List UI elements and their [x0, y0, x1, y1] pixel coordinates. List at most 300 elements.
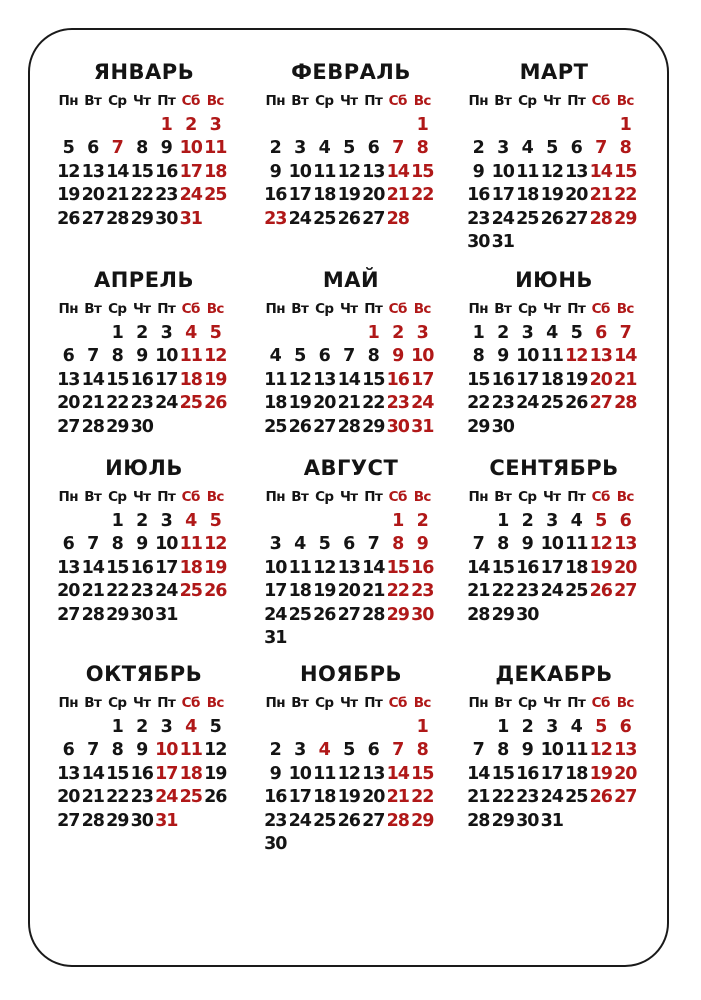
day-cell: 21: [81, 393, 104, 413]
empty-day-cell: [515, 416, 540, 440]
weekday-header: Вс: [616, 695, 634, 711]
day-cell: 21: [362, 581, 385, 601]
month-title: ОКТЯБРЬ: [85, 662, 203, 686]
day-cell: 27: [81, 208, 104, 229]
day-cell: 9: [521, 740, 533, 760]
month-title: НОЯБРЬ: [299, 662, 402, 686]
day-cell: 20: [362, 787, 385, 807]
day-cell: 22: [130, 185, 153, 205]
day-cell: 2: [136, 510, 148, 531]
day-cell: 23: [130, 393, 153, 413]
day-cell: 22: [362, 393, 385, 413]
day-cell: 23: [411, 581, 434, 601]
day-cell: 21: [467, 581, 490, 601]
day-cell: 24: [288, 208, 311, 229]
day-cell: 28: [337, 416, 360, 437]
empty-day-cell: [288, 716, 313, 740]
empty-day-cell: [589, 416, 614, 440]
day-cell: 12: [288, 369, 311, 390]
weekday-header: Пт: [567, 93, 586, 109]
day-cell: 4: [318, 138, 330, 158]
empty-day-cell: [386, 833, 411, 857]
month-title: ИЮНЬ: [515, 268, 593, 292]
day-cell: 13: [57, 763, 80, 784]
day-cell: 10: [516, 346, 539, 366]
day-cell: 27: [57, 604, 80, 625]
day-cell: 29: [106, 416, 129, 437]
weekday-header: Чт: [132, 93, 151, 109]
weekday-header: Пн: [265, 93, 285, 109]
day-cell: 25: [540, 393, 563, 413]
day-cell: 28: [467, 810, 490, 831]
month-title: ИЮЛЬ: [105, 456, 183, 480]
weekday-header: Сб: [388, 489, 407, 505]
weekday-header: Пн: [265, 301, 285, 317]
day-cell: 6: [619, 716, 631, 737]
day-cell: 19: [204, 557, 227, 578]
day-cell: 1: [111, 322, 123, 343]
weekday-header: Чт: [339, 301, 358, 317]
day-cell: 30: [491, 416, 514, 437]
month-days-table: [466, 486, 642, 627]
month-days-table: [56, 692, 232, 833]
empty-day-cell: [288, 510, 313, 534]
empty-day-cell: [312, 510, 337, 534]
day-cell: 26: [288, 416, 311, 437]
day-cell: 28: [362, 604, 385, 625]
day-cell: 2: [185, 114, 197, 135]
day-cell: 14: [614, 346, 637, 366]
day-cell: 3: [160, 716, 172, 737]
day-cell: 28: [81, 810, 104, 831]
day-cell: 22: [386, 581, 409, 601]
weekday-header: Чт: [132, 695, 151, 711]
day-cell: 29: [106, 604, 129, 625]
month-block: [466, 58, 642, 255]
day-cell: 4: [269, 346, 281, 366]
day-cell: 2: [392, 322, 404, 343]
month-block: [56, 454, 232, 627]
day-cell: 8: [111, 534, 123, 554]
month-block: [263, 454, 439, 651]
day-cell: 1: [392, 510, 404, 531]
day-cell: 11: [313, 161, 336, 182]
day-cell: 22: [491, 787, 514, 807]
day-cell: 10: [288, 763, 311, 784]
day-cell: 11: [516, 161, 539, 182]
day-cell: 10: [155, 346, 178, 366]
empty-day-cell: [337, 322, 362, 346]
day-cell: 20: [589, 369, 612, 390]
day-cell: 5: [570, 322, 582, 343]
day-cell: 6: [570, 138, 582, 158]
day-cell: 3: [294, 138, 306, 158]
weekday-header: Пн: [58, 93, 78, 109]
day-cell: 12: [57, 161, 80, 182]
day-cell: 29: [491, 604, 514, 625]
month-days-table: [56, 486, 232, 627]
empty-day-cell: [312, 322, 337, 346]
day-cell: 12: [589, 740, 612, 760]
day-cell: 18: [179, 369, 202, 390]
day-cell: 25: [313, 810, 336, 831]
day-cell: 10: [288, 161, 311, 182]
month-block: [56, 58, 232, 231]
weekday-header: Вт: [494, 301, 512, 317]
day-cell: 7: [619, 322, 631, 343]
day-cell: 27: [362, 810, 385, 831]
day-cell: 11: [313, 763, 336, 784]
day-cell: 23: [467, 208, 490, 229]
day-cell: 15: [130, 161, 153, 182]
weekday-header: Сб: [388, 301, 407, 317]
day-cell: 7: [392, 740, 404, 760]
day-cell: 6: [87, 138, 99, 158]
weekday-header: Чт: [542, 489, 561, 505]
day-cell: 29: [467, 416, 490, 437]
day-cell: 26: [57, 208, 80, 229]
day-cell: 25: [264, 416, 287, 437]
weekday-header: Вс: [206, 93, 224, 109]
empty-day-cell: [361, 114, 386, 138]
day-cell: 9: [497, 346, 509, 366]
month-days-table: [263, 90, 439, 231]
weekday-header: Вс: [413, 489, 431, 505]
day-cell: 7: [472, 534, 484, 554]
weekday-header: Пн: [468, 489, 488, 505]
day-cell: 28: [81, 604, 104, 625]
month-days-table: [466, 692, 642, 833]
day-cell: 26: [337, 208, 360, 229]
empty-day-cell: [466, 716, 491, 740]
day-cell: 2: [472, 138, 484, 158]
day-cell: 25: [565, 787, 588, 807]
empty-day-cell: [386, 716, 411, 740]
day-cell: 26: [204, 787, 227, 807]
day-cell: 18: [288, 581, 311, 601]
day-cell: 24: [411, 393, 434, 413]
weekday-header: Пн: [468, 301, 488, 317]
month-block: [263, 660, 439, 857]
day-cell: 30: [130, 416, 153, 437]
day-cell: 4: [570, 716, 582, 737]
day-cell: 24: [491, 208, 514, 229]
day-cell: 19: [540, 185, 563, 205]
day-cell: 30: [130, 604, 153, 625]
weekday-header: Сб: [388, 695, 407, 711]
empty-day-cell: [56, 716, 81, 740]
day-cell: 21: [81, 581, 104, 601]
day-cell: 25: [204, 185, 227, 205]
day-cell: 5: [595, 716, 607, 737]
weekday-header: Пт: [157, 301, 176, 317]
day-cell: 9: [160, 138, 172, 158]
day-cell: 16: [516, 763, 539, 784]
day-cell: 5: [318, 534, 330, 554]
month-title: СЕНТЯБРЬ: [489, 456, 619, 480]
day-cell: 3: [546, 716, 558, 737]
day-cell: 5: [209, 716, 221, 737]
month-title: АВГУСТ: [303, 456, 399, 480]
day-cell: 10: [540, 740, 563, 760]
day-cell: 3: [269, 534, 281, 554]
weekday-header: Сб: [591, 93, 610, 109]
day-cell: 30: [516, 604, 539, 625]
empty-day-cell: [154, 416, 179, 440]
weekday-header: Вт: [494, 695, 512, 711]
day-cell: 8: [416, 740, 428, 760]
day-cell: 29: [614, 208, 637, 229]
empty-day-cell: [81, 716, 106, 740]
day-cell: 11: [179, 534, 202, 554]
day-cell: 3: [546, 510, 558, 531]
weekday-header: Чт: [132, 489, 151, 505]
day-cell: 7: [87, 346, 99, 366]
day-cell: 25: [179, 393, 202, 413]
day-cell: 16: [264, 185, 287, 205]
weekday-header: Вт: [291, 489, 309, 505]
day-cell: 7: [111, 138, 123, 158]
day-cell: 1: [472, 322, 484, 343]
day-cell: 9: [269, 161, 281, 182]
day-cell: 15: [614, 161, 637, 182]
day-cell: 13: [81, 161, 104, 182]
day-cell: 28: [589, 208, 612, 229]
day-cell: 17: [264, 581, 287, 601]
day-cell: 12: [337, 161, 360, 182]
weekday-header: Пн: [265, 695, 285, 711]
day-cell: 21: [106, 185, 129, 205]
day-cell: 20: [313, 393, 336, 413]
weekday-header: Пн: [58, 695, 78, 711]
day-cell: 28: [386, 208, 409, 229]
day-cell: 1: [497, 716, 509, 737]
empty-day-cell: [589, 604, 614, 628]
day-cell: 23: [386, 393, 409, 413]
empty-day-cell: [491, 114, 516, 138]
day-cell: 20: [81, 185, 104, 205]
day-cell: 20: [362, 185, 385, 205]
day-cell: 10: [491, 161, 514, 182]
day-cell: 18: [313, 185, 336, 205]
weekday-header: Вс: [616, 489, 634, 505]
day-cell: 25: [516, 208, 539, 229]
day-cell: 9: [392, 346, 404, 366]
day-cell: 1: [160, 114, 172, 135]
weekday-header: Пн: [468, 93, 488, 109]
month-block: [263, 266, 439, 439]
empty-day-cell: [203, 604, 228, 628]
day-cell: 25: [313, 208, 336, 229]
weekday-header: Чт: [339, 489, 358, 505]
empty-day-cell: [263, 716, 288, 740]
day-cell: 27: [589, 393, 612, 413]
empty-day-cell: [589, 810, 614, 834]
weekday-header: Пт: [157, 93, 176, 109]
day-cell: 27: [565, 208, 588, 229]
day-cell: 4: [318, 740, 330, 760]
day-cell: 27: [57, 416, 80, 437]
day-cell: 24: [155, 393, 178, 413]
day-cell: 27: [337, 604, 360, 625]
day-cell: 1: [111, 716, 123, 737]
day-cell: 23: [130, 581, 153, 601]
day-cell: 5: [595, 510, 607, 531]
weekday-header: Пт: [364, 301, 383, 317]
day-cell: 30: [386, 416, 409, 437]
empty-day-cell: [361, 833, 386, 857]
empty-day-cell: [179, 604, 204, 628]
weekday-header: Ср: [518, 93, 537, 109]
day-cell: 26: [589, 581, 612, 601]
day-cell: 24: [264, 604, 287, 625]
day-cell: 1: [367, 322, 379, 343]
day-cell: 11: [565, 534, 588, 554]
weekday-header: Ср: [315, 93, 334, 109]
weekday-header: Ср: [108, 695, 127, 711]
day-cell: 7: [87, 740, 99, 760]
day-cell: 12: [565, 346, 588, 366]
day-cell: 14: [467, 557, 490, 578]
day-cell: 3: [497, 138, 509, 158]
day-cell: 15: [106, 369, 129, 390]
day-cell: 3: [160, 510, 172, 531]
day-cell: 25: [179, 787, 202, 807]
weekday-header: Пт: [567, 695, 586, 711]
empty-day-cell: [56, 510, 81, 534]
day-cell: 13: [614, 740, 637, 760]
day-cell: 15: [386, 557, 409, 578]
day-cell: 22: [411, 185, 434, 205]
day-cell: 3: [416, 322, 428, 343]
day-cell: 22: [491, 581, 514, 601]
day-cell: 21: [337, 393, 360, 413]
day-cell: 2: [416, 510, 428, 531]
month-days-table: [263, 486, 439, 651]
day-cell: 13: [313, 369, 336, 390]
day-cell: 2: [521, 716, 533, 737]
day-cell: 17: [540, 763, 563, 784]
day-cell: 18: [264, 393, 287, 413]
day-cell: 26: [540, 208, 563, 229]
day-cell: 8: [367, 346, 379, 366]
empty-day-cell: [466, 510, 491, 534]
empty-day-cell: [105, 114, 130, 138]
day-cell: 30: [130, 810, 153, 831]
empty-day-cell: [203, 208, 228, 232]
weekday-header: Сб: [591, 695, 610, 711]
day-cell: 12: [540, 161, 563, 182]
weekday-header: Вт: [84, 489, 102, 505]
day-cell: 14: [337, 369, 360, 390]
weekday-header: Ср: [518, 301, 537, 317]
day-cell: 9: [269, 763, 281, 784]
day-cell: 9: [136, 346, 148, 366]
day-cell: 26: [204, 581, 227, 601]
day-cell: 20: [57, 393, 80, 413]
day-cell: 26: [589, 787, 612, 807]
day-cell: 11: [204, 138, 227, 158]
day-cell: 1: [416, 716, 428, 737]
day-cell: 4: [570, 510, 582, 531]
day-cell: 26: [337, 810, 360, 831]
weekday-header: Сб: [388, 93, 407, 109]
day-cell: 9: [472, 161, 484, 182]
day-cell: 16: [411, 557, 434, 578]
day-cell: 14: [386, 161, 409, 182]
empty-day-cell: [410, 833, 435, 857]
day-cell: 19: [204, 369, 227, 390]
day-cell: 12: [337, 763, 360, 784]
day-cell: 16: [130, 557, 153, 578]
weekday-header: Пт: [157, 489, 176, 505]
day-cell: 12: [589, 534, 612, 554]
day-cell: 17: [540, 557, 563, 578]
empty-day-cell: [564, 416, 589, 440]
day-cell: 5: [209, 322, 221, 343]
day-cell: 21: [386, 185, 409, 205]
day-cell: 8: [111, 740, 123, 760]
day-cell: 29: [386, 604, 409, 625]
day-cell: 4: [521, 138, 533, 158]
day-cell: 16: [130, 369, 153, 390]
day-cell: 9: [416, 534, 428, 554]
day-cell: 16: [155, 161, 178, 182]
day-cell: 25: [179, 581, 202, 601]
empty-day-cell: [564, 114, 589, 138]
weekday-header: Ср: [108, 489, 127, 505]
empty-day-cell: [386, 627, 411, 651]
day-cell: 14: [467, 763, 490, 784]
day-cell: 12: [204, 534, 227, 554]
day-cell: 17: [155, 763, 178, 784]
day-cell: 21: [386, 787, 409, 807]
month-days-table: [263, 692, 439, 857]
day-cell: 22: [467, 393, 490, 413]
day-cell: 3: [294, 740, 306, 760]
day-cell: 6: [367, 138, 379, 158]
month-title: МАЙ: [322, 268, 380, 292]
day-cell: 15: [106, 763, 129, 784]
day-cell: 15: [362, 369, 385, 390]
day-cell: 5: [343, 138, 355, 158]
day-cell: 31: [264, 628, 287, 648]
day-cell: 31: [491, 232, 514, 252]
day-cell: 11: [540, 346, 563, 366]
day-cell: 11: [264, 369, 287, 390]
day-cell: 25: [288, 604, 311, 625]
day-cell: 11: [288, 557, 311, 578]
day-cell: 18: [313, 787, 336, 807]
weekday-header: Чт: [339, 93, 358, 109]
empty-day-cell: [361, 716, 386, 740]
day-cell: 13: [565, 161, 588, 182]
day-cell: 30: [155, 208, 178, 229]
empty-day-cell: [589, 114, 614, 138]
empty-day-cell: [564, 231, 589, 255]
day-cell: 13: [362, 763, 385, 784]
day-cell: 13: [362, 161, 385, 182]
weekday-header: Пн: [265, 489, 285, 505]
day-cell: 24: [540, 581, 563, 601]
day-cell: 24: [179, 185, 202, 205]
day-cell: 14: [362, 557, 385, 578]
empty-day-cell: [288, 627, 313, 651]
day-cell: 10: [264, 557, 287, 578]
day-cell: 16: [491, 369, 514, 390]
day-cell: 2: [521, 510, 533, 531]
day-cell: 27: [614, 581, 637, 601]
